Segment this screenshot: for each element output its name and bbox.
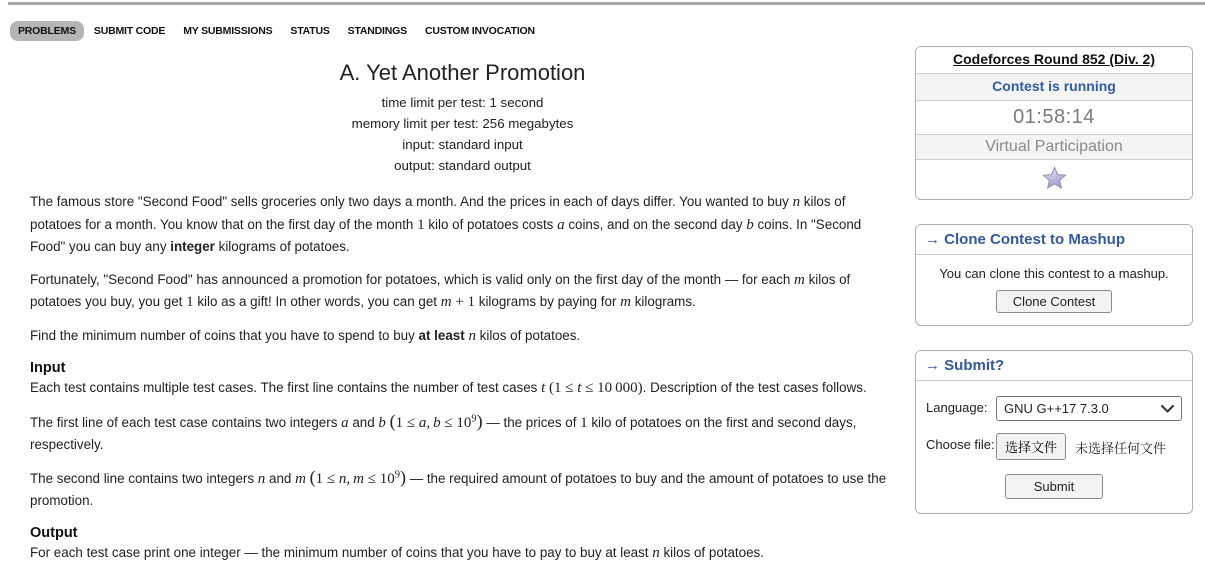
clone-description: You can clone this contest to a mashup.: [939, 266, 1169, 281]
contest-title-row: [916, 47, 1192, 74]
output-paragraph: For each test case print one integer — the minimum number of coins that you have to pay to buy at least n kilos of potatoes.: [30, 544, 764, 561]
favorite-row: [916, 160, 1192, 199]
sidebar: [915, 46, 1193, 538]
clone-box-header[interactable]: → Clone Contest to Mashup: [916, 225, 1192, 255]
tab-problems[interactable]: PROBLEMS: [10, 21, 84, 41]
time-limit: time limit per test: 1 second: [381, 95, 544, 110]
contest-countdown: 01:58:14: [916, 101, 1192, 135]
contest-status-row: [916, 74, 1192, 101]
tab-my-submissions[interactable]: MY SUBMISSIONS: [183, 25, 273, 37]
choose-file-row: [926, 433, 1182, 460]
input-paragraph: The second line contains two integers n and m (1 ≤ n, $m \le 10^9$) — the required amount of potatoes to buy and the amount of potatoes to use the promotion.: [30, 466, 887, 508]
problem-title: A. Yet Another Promotion: [339, 60, 586, 85]
chevron-down-icon: [1161, 405, 1174, 413]
participation-mode: Virtual Participation: [916, 135, 1192, 160]
file-picker-button[interactable]: 选择文件: [996, 433, 1066, 460]
problem-statement-column: [30, 0, 895, 575]
favorite-star-icon[interactable]: [1042, 166, 1067, 189]
tab-submit-code[interactable]: SUBMIT CODE: [93, 25, 166, 37]
language-selected-value: GNU G++17 7.3.0: [1004, 401, 1109, 416]
output-section-heading: Output: [30, 524, 78, 541]
file-chosen-status: 未选择任何文件: [1075, 441, 1167, 456]
language-row: [926, 396, 1182, 421]
clone-contest-button[interactable]: Clone Contest: [996, 290, 1112, 313]
submit-form: [916, 381, 1192, 513]
contest-title-link[interactable]: Codeforces Round 852 (Div. 2): [952, 51, 1155, 67]
contest-info-box: [915, 46, 1193, 200]
input-paragraph: The first line of each test case contains two integers a and b (1 ≤ a, $b \le 10^9$) — the prices of 1 kilo of potatoes on the first and second days, respectively.: [30, 410, 857, 452]
contest-status: Contest is running: [992, 78, 1116, 94]
submit-box: [915, 350, 1193, 514]
clone-contest-box: [915, 224, 1193, 326]
submit-row: [926, 474, 1182, 499]
submit-button[interactable]: Submit: [1005, 474, 1103, 499]
choose-file-label: Choose file:: [926, 437, 995, 452]
output-spec: output: standard output: [394, 158, 531, 173]
statement-paragraph: The famous store "Second Food" sells groceries only two days a month. And the prices in each of days differ. You wanted to buy n kilos of potatoes for a month. You know that on the first day of the month 1 kilo of potatoes costs a coins, and on the second day b coins. In "Second Food" you can buy any integer kilograms of potatoes.: [30, 194, 862, 254]
statement-paragraph: Fortunately, "Second Food" has announced a promotion for potatoes, which is valid only on the first day of the month — for each m kilos of potatoes you buy, you get 1 kilo as a gift! In other words, you can get m + 1 kilograms by paying for m kilograms.: [30, 271, 851, 310]
memory-limit: memory limit per test: 256 megabytes: [351, 116, 574, 131]
submit-box-header[interactable]: → Submit?: [916, 351, 1192, 381]
statement-paragraph: Find the minimum number of coins that you have to spend to buy at least n kilos of potatoes.: [30, 327, 581, 344]
tab-standings[interactable]: STANDINGS: [347, 25, 407, 37]
language-select[interactable]: [996, 396, 1182, 421]
input-paragraph: Each test contains multiple test cases. The first line contains the number of test cases t (1 ≤ t ≤ 10 000). Description of the test cases follows.: [30, 380, 867, 396]
tab-custom-invocation[interactable]: CUSTOM INVOCATION: [424, 25, 535, 37]
language-label: Language:: [926, 400, 988, 415]
input-section-heading: Input: [30, 360, 66, 376]
tab-status[interactable]: STATUS: [290, 25, 330, 37]
clone-box-body: [916, 255, 1192, 325]
input-spec: input: standard input: [402, 137, 523, 152]
problem-limits: [30, 92, 895, 176]
